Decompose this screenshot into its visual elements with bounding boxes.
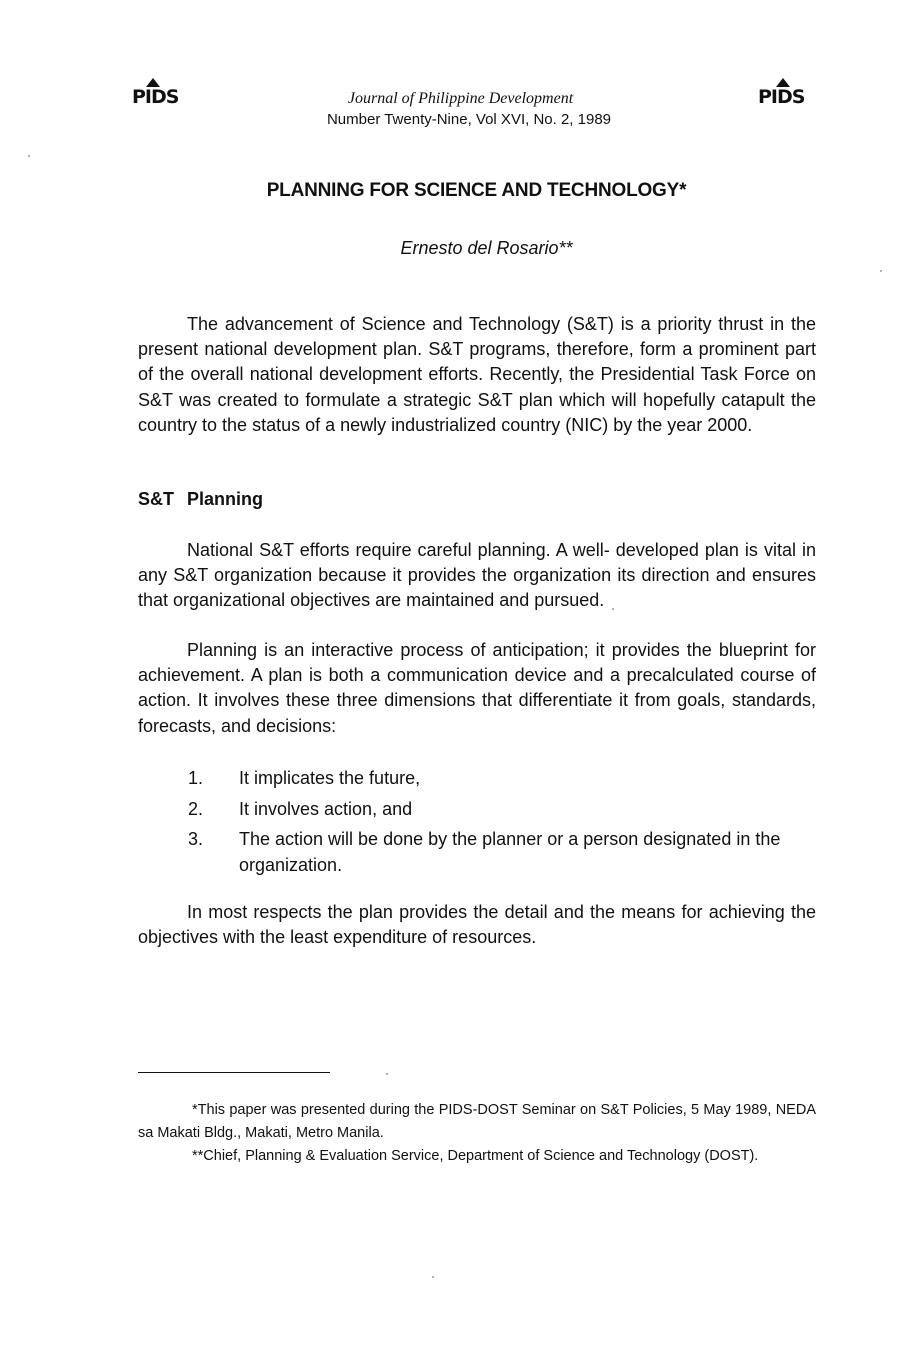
scan-speck (612, 608, 614, 610)
list-text: It involves action, and (239, 798, 413, 819)
paragraph-planning: National S&T efforts require careful planning. A well- developed plan is vital in any S&T organization because it provides the organization its direction and ensures that organizational objectives are maintained and pursued. (138, 540, 816, 611)
section-heading: S&T Planning (138, 489, 263, 509)
paragraph-intro: The advancement of Science and Technology (S&T) is a priority thrust in the present national development plan. S&T programs, therefore, form a prominent part of the overall national development efforts. Recently, the Presidential Task Force on S&T was created to formulate a strategic S&T plan which will hopefully catapult the country to the status of a newly industrialized country (NIC) by the year 2000. (138, 314, 816, 435)
footnote-author: **Chief, Planning & Evaluation Service, Department of Science and Technology (DOST). (192, 1148, 759, 1164)
article-title: PLANNING FOR SCIENCE AND TECHNOLOGY* (266, 180, 687, 201)
dimensions-list (188, 766, 818, 883)
footnote-seminar: *This paper was presented during the PIDS-DOST Seminar on S&T Policies, 5 May 1989, NEDA sa Makati Bldg., Makati, Metro Manila. (138, 1102, 816, 1141)
list-item (188, 827, 818, 877)
scan-speck (386, 1073, 388, 1075)
paragraph-conclusion: In most respects the plan provides the detail and the means for achieving the objectives with the least expenditure of resources. (138, 902, 816, 948)
journal-name: Journal of Philippine Development (347, 90, 574, 107)
scan-speck (432, 1276, 434, 1278)
list-number: 2. (188, 798, 204, 819)
article-author: Ernesto del Rosario** (400, 238, 573, 258)
list-number: 3. (188, 829, 204, 850)
list-item (188, 797, 818, 822)
footnote-divider (138, 1072, 330, 1073)
pids-logo-right: PIDS (758, 78, 812, 108)
list-text: It implicates the future, (239, 768, 421, 788)
scan-speck (880, 270, 882, 272)
list-text: The action will be done by the planner or a person designated in the organization. (239, 829, 781, 875)
scan-speck (28, 155, 30, 157)
pids-logo-left: PIDS (132, 78, 186, 108)
paragraph-dimensions: Planning is an interactive process of anticipation; it provides the blueprint for achievement. A plan is both a communication device and a precalculated course of action. It involves these three dimensions that differentiate it from goals, standards, forecasts, and decisions: (138, 640, 816, 736)
list-item (188, 766, 818, 791)
issue-info: Number Twenty-Nine, Vol XVI, No. 2, 1989 (326, 111, 612, 128)
list-number: 1. (188, 768, 204, 788)
